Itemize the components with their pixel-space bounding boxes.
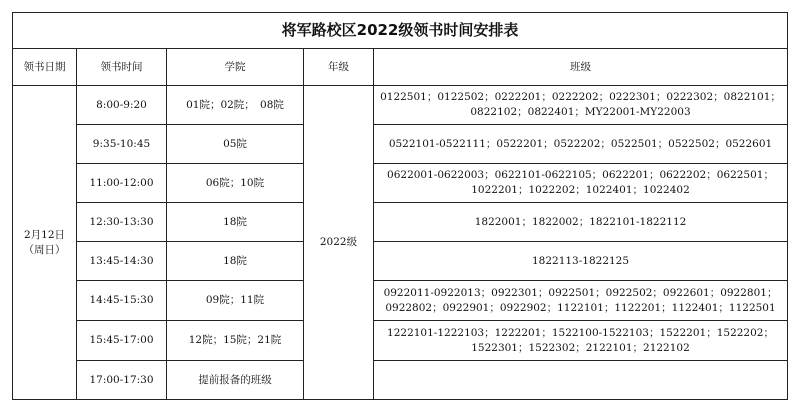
- classes-line: 0522101-0522111；0522201；0522202；0522501；0522502；0522601: [388, 137, 773, 150]
- header-college: 学院: [167, 49, 304, 86]
- date-cell: [13, 86, 77, 400]
- schedule-table: [12, 12, 788, 400]
- classes-cell: [374, 361, 788, 400]
- college-cell: 09院；11院: [167, 281, 304, 321]
- college-cell: 提前报备的班级: [167, 361, 304, 400]
- time-cell: 15:45-17:00: [77, 321, 167, 361]
- classes-line: 0922802；0922901；0922902；1122101；1122201；1122401；1122501: [385, 301, 776, 314]
- classes-line: 1022201；1022202；1022401；1022402: [471, 184, 690, 196]
- table-title: 将军路校区2022级领书时间安排表: [13, 13, 788, 49]
- college-cell: 12院；15院；21院: [167, 321, 304, 361]
- classes-line: 0922011-0922013；0922301；0922501；0922502；0922601；0922801；: [383, 286, 778, 299]
- time-cell: 11:00-12:00: [77, 164, 167, 203]
- table-row: [13, 203, 788, 242]
- classes-cell: [374, 125, 788, 164]
- classes-cell: [374, 203, 788, 242]
- table-row: [13, 242, 788, 281]
- header-grade: 年级: [304, 49, 374, 86]
- time-cell: 14:45-15:30: [77, 281, 167, 321]
- classes-line: 1822001；1822002；1822101-1822112: [474, 215, 687, 228]
- header-time: 领书时间: [77, 49, 167, 86]
- classes-line: 1822113-1822125: [531, 254, 630, 267]
- time-cell: 9:35-10:45: [77, 125, 167, 164]
- table-row: [13, 164, 788, 203]
- classes-cell: [374, 164, 788, 203]
- table-row: [13, 86, 788, 125]
- time-cell: 8:00-9:20: [77, 86, 167, 125]
- time-cell: 12:30-13:30: [77, 203, 167, 242]
- classes-line: 0822102；0822401；MY22001-MY22003: [470, 106, 691, 118]
- date-text: 2月12日: [23, 228, 66, 241]
- header-classes: 班级: [374, 49, 788, 86]
- college-cell: 18院: [167, 203, 304, 242]
- time-cell: 13:45-14:30: [77, 242, 167, 281]
- classes-cell: [374, 281, 788, 321]
- table-row: [13, 361, 788, 400]
- classes-cell: [374, 86, 788, 125]
- classes-cell: [374, 321, 788, 361]
- weekday-text: （周日）: [23, 243, 66, 256]
- table-row: [13, 281, 788, 321]
- time-cell: 17:00-17:30: [77, 361, 167, 400]
- classes-line: 1522301；1522302；2122101；2122102: [471, 341, 690, 354]
- classes-line: 1222101-1222103；1222201；1522100-1522103；1522201；1522202；: [387, 326, 774, 339]
- classes-line: 0122501；0122502；0222201；0222202；0222301；0222302；0822101；: [380, 91, 781, 103]
- college-cell: 18院: [167, 242, 304, 281]
- table-row: [13, 125, 788, 164]
- classes-cell: [374, 242, 788, 281]
- college-cell: 05院: [167, 125, 304, 164]
- classes-line: 0622001-0622003；0622101-0622105；0622201；0622202；0622501；: [387, 169, 774, 181]
- grade-cell: 2022级: [304, 86, 374, 400]
- college-cell: 01院；02院； 08院: [167, 86, 304, 125]
- header-row: [13, 49, 788, 86]
- header-date: 领书日期: [13, 49, 77, 86]
- college-cell: 06院；10院: [167, 164, 304, 203]
- table-row: [13, 321, 788, 361]
